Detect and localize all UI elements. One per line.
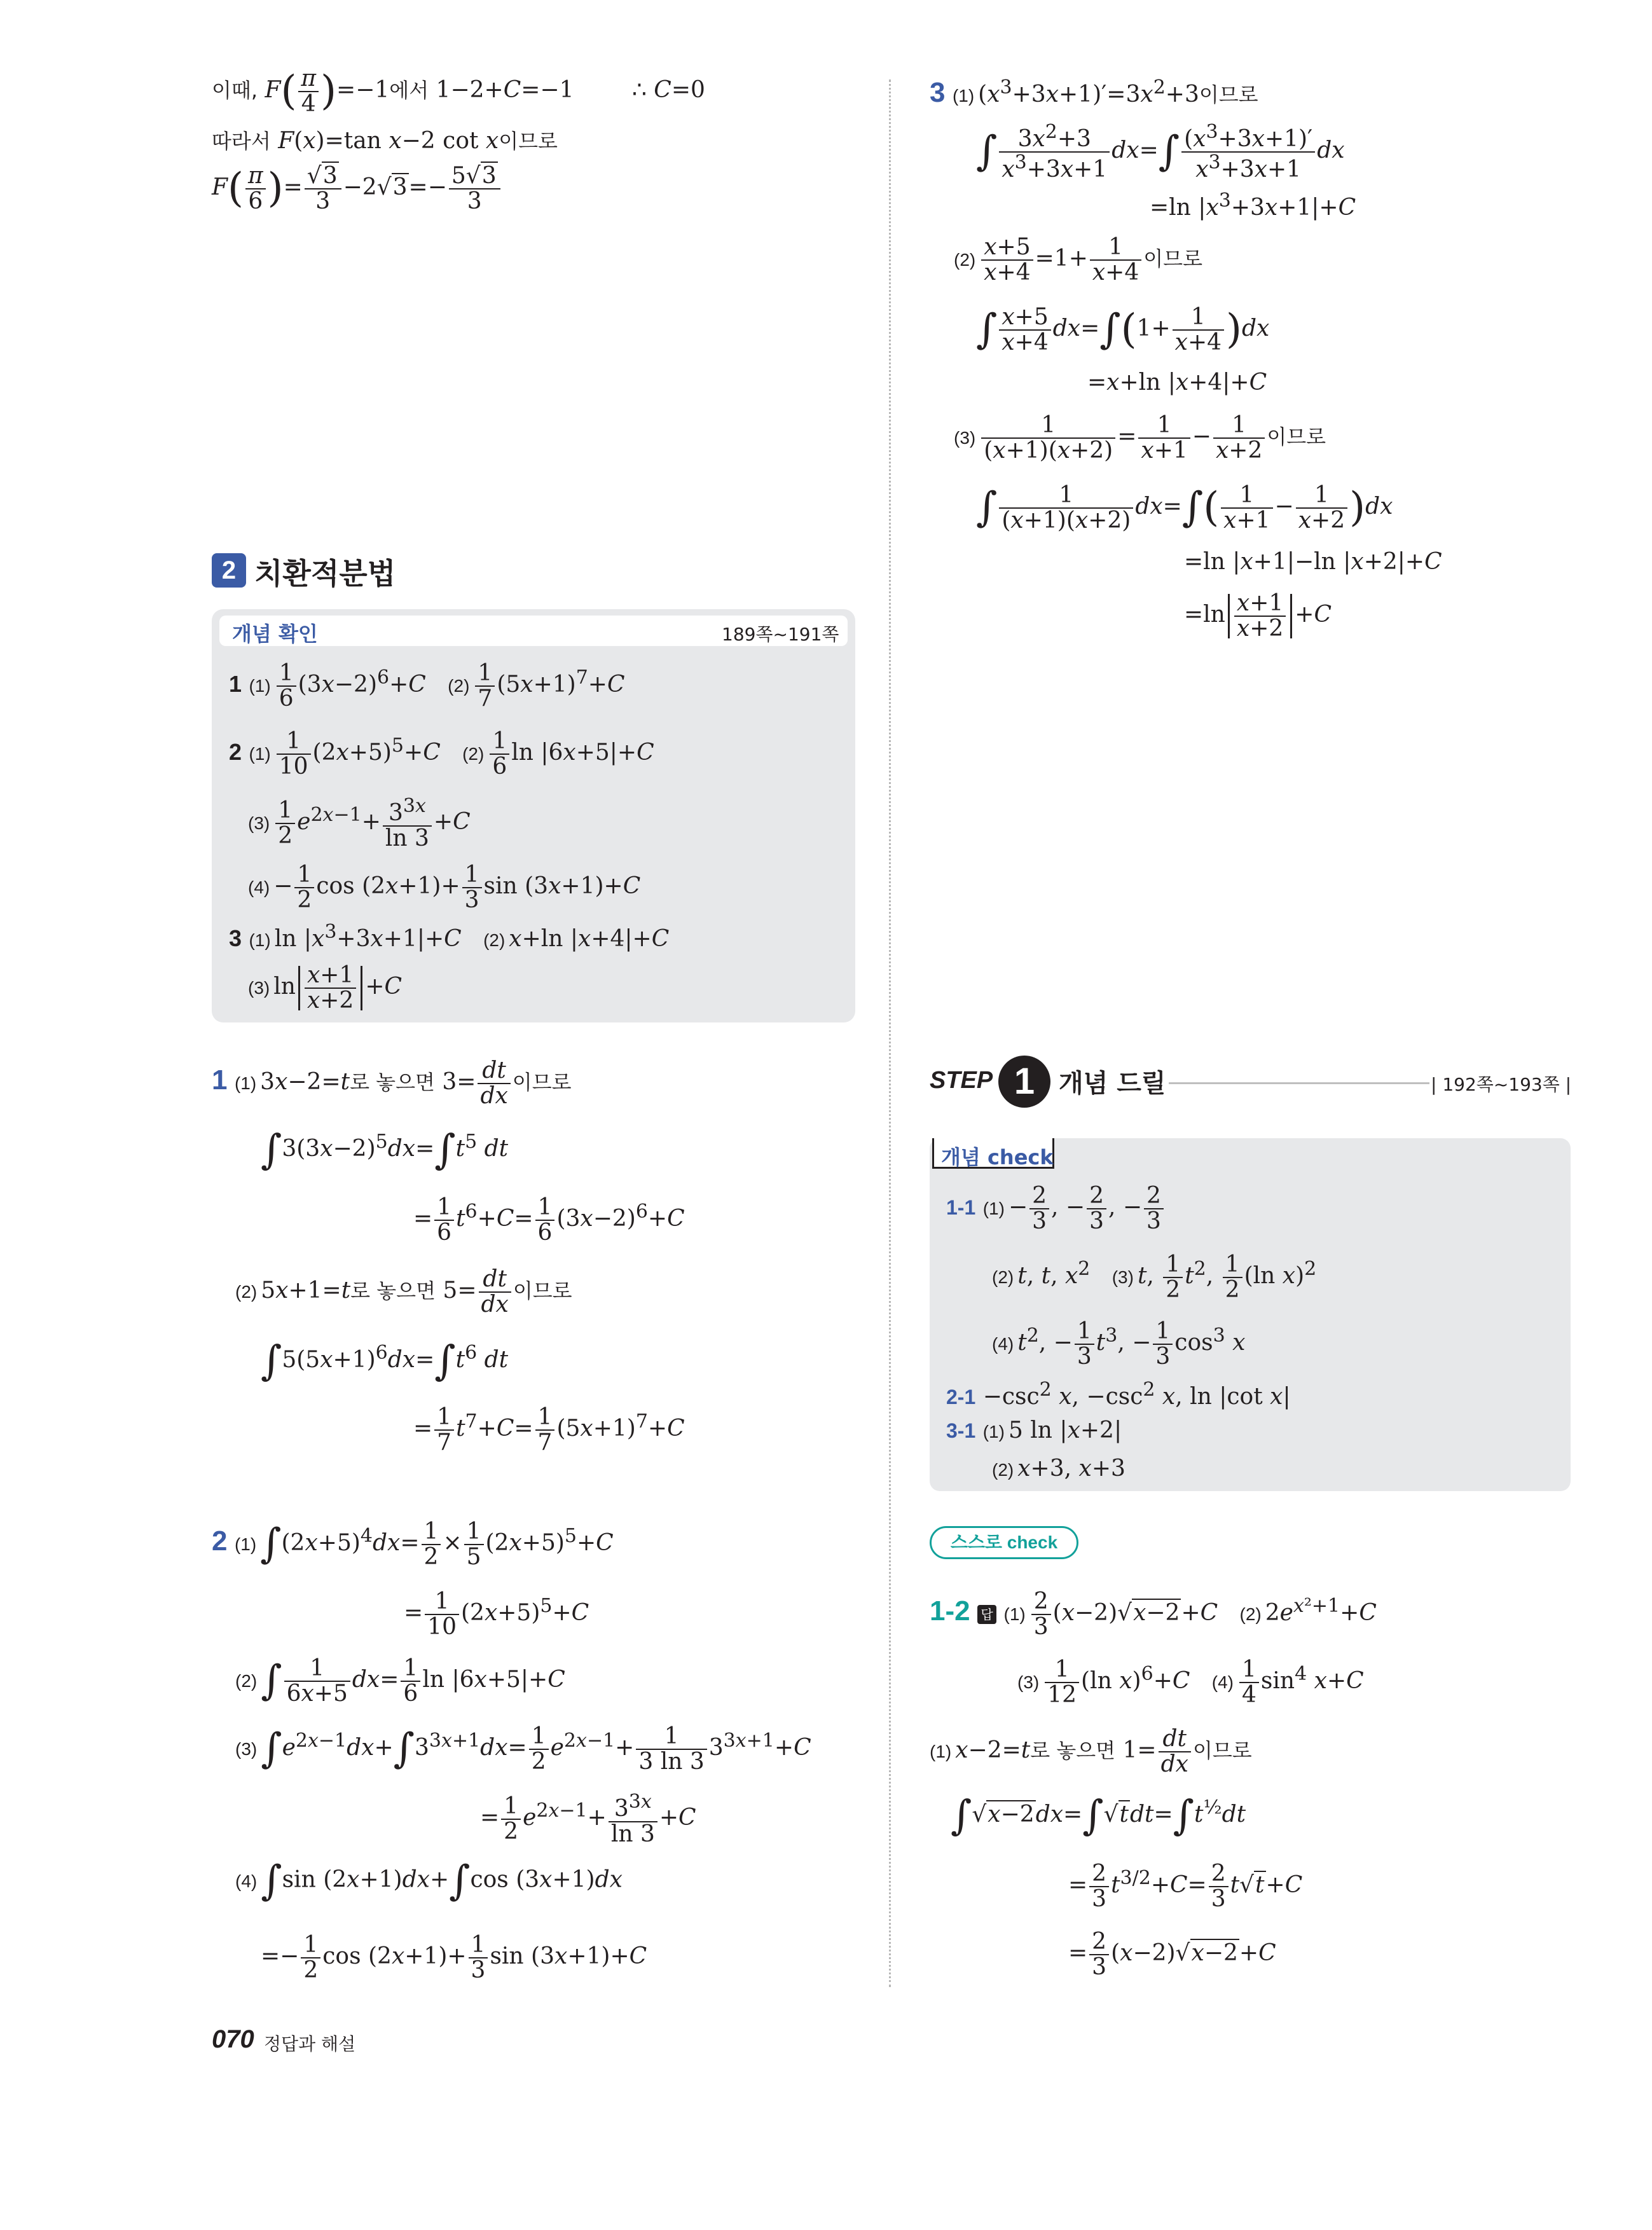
problem-2-line-2: = $\frac{1}{10}$ $(2x+5)^5+C$ [404,1588,589,1640]
problem-2-number: 2 [212,1525,228,1557]
step-pages: | 192쪽~193쪽 | [1431,1074,1572,1095]
intro-line-2: 따라서 F(x)=tan x−2 cot x이므로 [212,128,558,154]
text-imeuro: 이므로 [1143,246,1202,271]
footer-label: 정답과 해설 [264,2034,356,2054]
problem-3-line-3: =ln $|x^3+3x+1|+C$ [1150,189,1356,221]
text-put: 로 놓으면 [350,1278,436,1303]
problem-2-line-3: (2)∫ $\frac{1}{6x+5}$ dx= $\frac{1}{6}$ ln |6x+5|+C [235,1655,565,1707]
concept-box-pages: 189쪽~191쪽 [722,624,839,645]
concept-ans-3: 3 (1) $\ln |x^3+3x+1|+C$ (2) x+ln |x+4|+C [229,921,670,952]
problem-1-line-1: 1 (1) 3x−2=t로 놓으면 3= $\frac{dt}{dx}$ 이므로 [212,1057,572,1109]
check-3-1-line-2: (2) x+3, x+3 [992,1456,1125,1482]
problem-1-2-number: 1-2 [930,1595,970,1627]
answer-mark: 답 [977,1605,996,1624]
text-imeuro: 이므로 [1267,424,1326,449]
text-when: 이때, [212,78,258,102]
concept-ans-3-3: (3) ln $\frac{x+1}{x+2}$ +C [248,962,403,1014]
concept-ans-2-4: (4) − $\frac{1}{2}$ cos (2x+1)+ $\frac{1}{3}$ sin (3x+1)+C [248,862,641,913]
problem-1-line-2: $\int 3(3x-2)^5dx=\int t^5$ dt [261,1126,509,1174]
concept-label-1: 1 [229,670,242,697]
check-1-1-number: 1-1 [946,1195,976,1219]
problem-3-line-4: (2) $\frac{x+5}{x+4}$ =1+ $\frac{1}{x+4}$ 이므로 [954,234,1202,286]
concept-ans-2: 2 (1) $\frac{1}{10}$ $(2x+5)^5+C$ (2) $\frac{1}{6}$ ln |6x+5|+C [229,728,654,780]
problem-3-line-1: 3 (1) $(x^3+3x+1)'=3x^2+3$이므로 [930,76,1258,108]
problem-3-line-10: =ln $\frac{x+1}{x+2}$ +C [1184,590,1332,642]
check-3-1-line-1: 3-1 (1) 5 ln |x+2| [946,1417,1122,1443]
problem-2-line-6: (4)∫sin (2x+1)dx+∫cos (3x+1)dx [235,1857,623,1904]
text-from: 에서 [389,78,429,102]
problem-3-line-2: ∫ $\frac{3x^2+3}{x^3+3x+1}$ dx=∫ $\frac{(x^3+3x+1)'}{x^3+3x+1}$ dx [976,121,1345,182]
check-box-tab-label: 개념 check [941,1145,1054,1169]
problem-1-2-line-5: = $\frac{2}{3}$ $t^{3/2}+C=$ $\frac{2}{3}$ t√t+C [1068,1861,1303,1912]
problem-2-line-4: $(3)\int e^{2x-1}dx+\int 3^{3x+1}dx=$ $\frac{1}{2}$ $e^{2x-1}+$ $\frac{1}{3 \ln 3}$ $3^{3x+1}+C$ [235,1723,811,1775]
intro-line-1: 이때, F( $\frac{\pi}{4}$ )=−1에서 1−2+C=−1 ∴ C=0 [212,65,705,117]
problem-1-line-6: = $\frac{1}{7}$ $t^7+C=$ $\frac{1}{7}$ $(5x+1)^7+C$ [413,1404,685,1456]
text-put: 로 놓으면 [350,1070,435,1094]
text-imeuro: 이므로 [499,129,558,153]
concept-ans-1: 1 (1) $\frac{1}{6}$ $(3x-2)^6+C$ (2) $\frac{1}{7}$ $(5x+1)^7+C$ [229,660,625,712]
page-number: 070 [212,2025,254,2053]
problem-3-line-5: ∫ $\frac{x+5}{x+4}$ dx=∫(1+ $\frac{1}{x+4}$ )dx [976,304,1270,355]
therefore-symbol: ∴ [631,76,647,103]
section-badge: 2 [212,553,246,588]
section-title: 치환적분법 [254,556,396,591]
problem-2-line-5: = $\frac{1}{2}$ $e^{2x-1}+$ $\frac{3^{3x}}{\ln 3}$ +C [480,1791,696,1847]
check-2-1-number: 2-1 [946,1386,976,1408]
problem-1-2-line-6: = $\frac{2}{3}$ (x−2)√x−2+C [1068,1929,1276,1980]
concept-ans-2-3: (3) $\frac{1}{2}$ $e^{2x-1}+$ $\frac{3^{3x}}{\ln 3}$ +C [248,795,471,851]
check-1-1-line-1: 1-1 (1) − $\frac{2}{3}$ , − $\frac{2}{3}$ , − $\frac{2}{3}$ [946,1184,1166,1234]
intro-line-3: F( $\frac{\pi}{6}$ )= $\frac{√3}{3}$ −2√3=− $\frac{5√3}{3}$ [212,164,502,214]
text-imeuro: 이므로 [513,1278,572,1303]
step-label: STEP [930,1067,993,1094]
check-3-1-number: 3-1 [946,1419,976,1442]
concept-label-3: 3 [229,925,242,951]
check-2-1: $2-1 -\csc^2$ x, $-\csc^2$ x, ln |cot x| [946,1379,1291,1410]
step-number: 1 [998,1056,1050,1108]
problem-1-2-line-4: $\int√x-2dx=\int√tdt=\int t^{\frac{1}{2}}dt$ [951,1792,1246,1840]
column-divider [889,79,891,1987]
problem-1-line-4: (2) 5x+1=t로 놓으면 5= $\frac{dt}{dx}$ 이므로 [235,1266,572,1318]
problem-1-line-3: = $\frac{1}{6}$ $t^6+C=$ $\frac{1}{6}$ $(3x-2)^6+C$ [413,1194,685,1246]
concept-label-2: 2 [229,738,242,765]
check-1-1-line-3: (4) $t^2$, − $\frac{1}{3}$ $t^3$, − $\frac{1}{3}$ $\cos^3 x$ [992,1318,1246,1370]
step-title: 개념 드릴 [1059,1069,1166,1098]
problem-2-line-1: 2 $(1)\int(2x+5)^4dx=$ $\frac{1}{2}$ × $\frac{1}{5}$ $(2x+5)^5+C$ [212,1518,614,1570]
problem-1-line-5: $\int 5(5x+1)^6dx=\int t^6$ dt [261,1337,509,1385]
text-imeuro: 이므로 [1199,83,1258,107]
problem-1-2-line-1: 1-2 답 (1) $\frac{2}{3}$ (x−2)√x−2+C (2) $2e^{x^2+1}+C$ [930,1588,1377,1640]
self-check-label: 스스로 check [930,1526,1078,1559]
problem-3-line-8: ∫ $\frac{1}{(x+1)(x+2)}$ dx=∫( $\frac{1}{x+1}$ − $\frac{1}{x+2}$ )dx [976,482,1393,533]
problem-1-2-line-3: (1) x−2=t로 놓으면 1= $\frac{dt}{dx}$ 이므로 [930,1726,1252,1777]
step-rule [1169,1082,1429,1084]
text-imeuro: 이므로 [1192,1738,1252,1763]
problem-3-line-6: =x+ln |x+4|+C [1087,369,1267,396]
concept-box-title: 개념 확인 [232,622,318,646]
problem-2-line-7: =− $\frac{1}{2}$ cos (2x+1)+ $\frac{1}{3}$ sin (3x+1)+C [261,1932,647,1983]
check-1-1-line-2: (2) t, t, $x^2$ (3) t, $\frac{1}{2}$ $t^2$, $\frac{1}{2}$ (ln x)$^2$ [992,1251,1317,1303]
text-put: 로 놓으면 [1030,1738,1116,1763]
problem-3-number: 3 [930,77,946,108]
problem-1-2-line-2: (3) $\frac{1}{12}$ (ln x)$^6$+C (4) $\frac{1}{4}$ $\sin^4 x+C$ [1017,1656,1364,1708]
text-imeuro: 이므로 [512,1070,572,1094]
problem-1-number: 1 [212,1064,228,1096]
text-therefore: 따라서 [212,129,271,153]
problem-3-line-7: (3) $\frac{1}{(x+1)(x+2)}$ = $\frac{1}{x+1}$ − $\frac{1}{x+2}$ 이므로 [954,412,1326,464]
problem-3-line-9: =ln |x+1|−ln |x+2|+C [1184,549,1442,575]
